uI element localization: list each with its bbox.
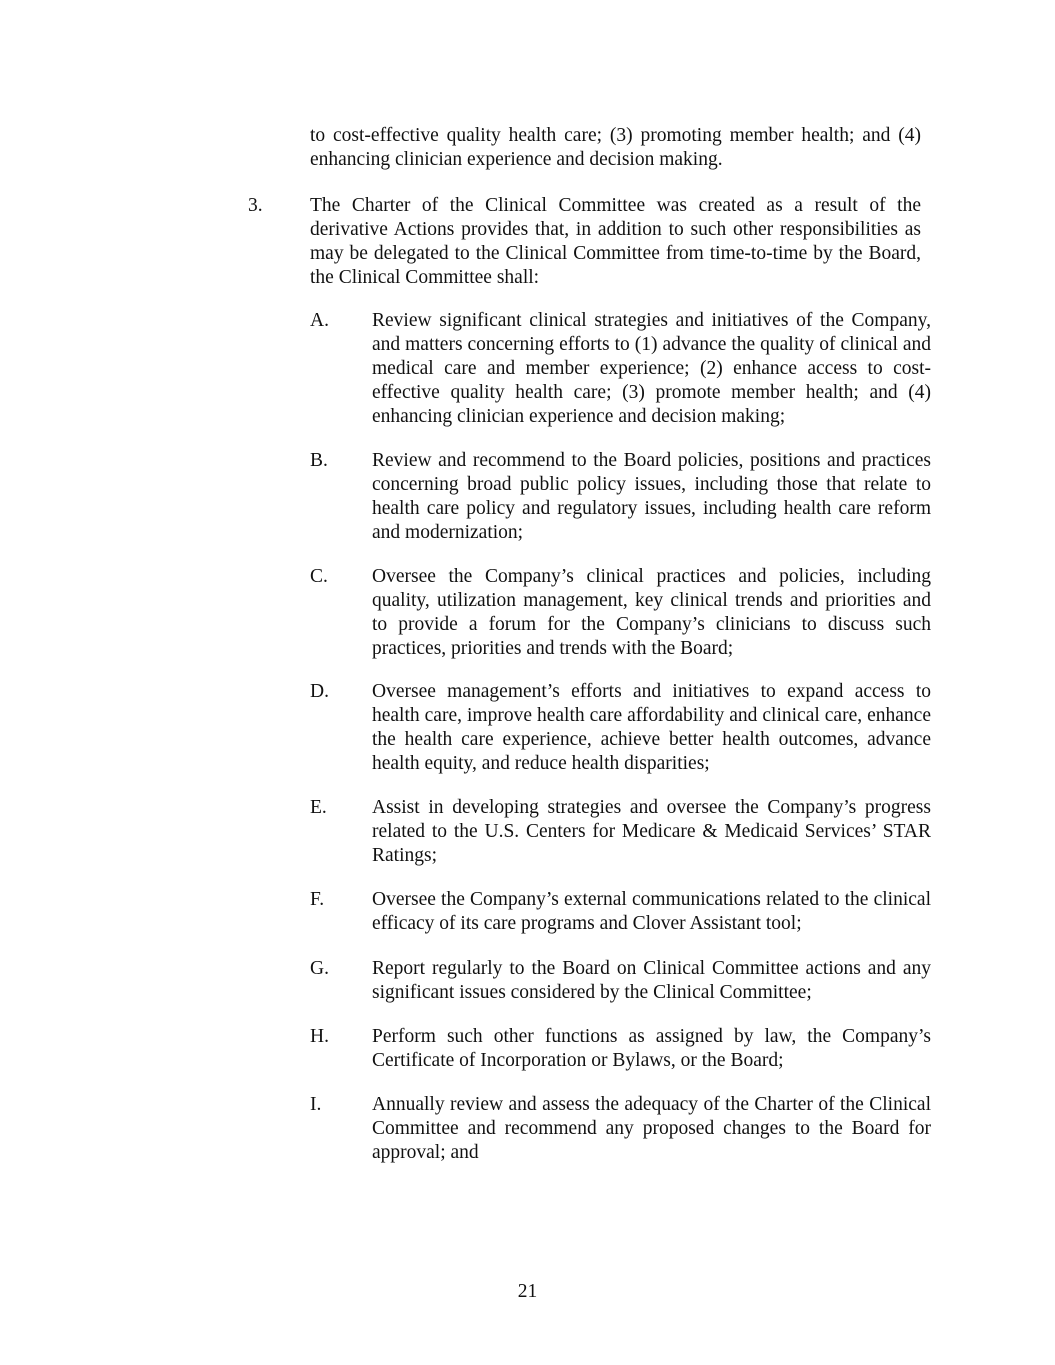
list-item-text: Oversee management’s efforts and initiatives to expand access to health care, improve health care affordability and clinical care, enhance the health care experience, achieve better health outcomes, advance health equity, and reduce health disparities;: [372, 681, 931, 774]
list-item-text: Annually review and assess the adequacy of the Charter of the Clinical Committee and recommend any proposed changes to the Board for approval; and: [372, 1094, 931, 1163]
paragraph-number: 3.: [248, 195, 263, 216]
list-item-letter: B.: [310, 450, 328, 471]
list-item-text: Perform such other functions as assigned by law, the Company’s Certificate of Incorporation or Bylaws, or the Board;: [372, 1026, 931, 1071]
list-item-text: Review and recommend to the Board policies, positions and practices concerning broad public policy issues, including those that relate to health care policy and regulatory issues, including health care reform and modernization;: [372, 450, 931, 543]
list-item-text: Report regularly to the Board on Clinical Committee actions and any significant issues considered by the Clinical Committee;: [372, 958, 931, 1003]
list-item-letter: D.: [310, 681, 329, 702]
list-item-text: Assist in developing strategies and oversee the Company’s progress related to the U.S. Centers for Medicare & Medicaid Services’ STAR Ratings;: [372, 797, 931, 866]
paragraph-text: The Charter of the Clinical Committee was created as a result of the derivative Actions provides that, in addition to such other responsibilities as may be delegated to the Clinical Committee from time-to-time by the Board, the Clinical Committee shall:: [310, 195, 921, 288]
list-item-letter: H.: [310, 1026, 329, 1047]
list-item-letter: E.: [310, 797, 327, 818]
list-item-letter: F.: [310, 889, 325, 910]
list-item-letter: A.: [310, 310, 329, 331]
page-number: 21: [517, 1281, 538, 1302]
list-item-text: Review significant clinical strategies and initiatives of the Company, and matters concerning efforts to (1) advance the quality of clinical and medical care and member experience; (2) enhance access to cost-effective quality health care; (3) promote member health; and (4) enhancing clinician experience and decision making;: [372, 310, 931, 427]
list-item-text: Oversee the Company’s external communications related to the clinical efficacy of its care programs and Clover Assistant tool;: [372, 889, 931, 934]
list-item-letter: G.: [310, 958, 329, 979]
list-item-letter: I.: [310, 1094, 322, 1115]
intro-paragraph: to cost-effective quality health care; (3) promoting member health; and (4) enhancing clinician experience and decision making.: [310, 125, 921, 170]
list-item-text: Oversee the Company’s clinical practices and policies, including quality, utilization management, key clinical trends and priorities and to provide a forum for the Company’s clinicians to discuss such practices, priorities and trends with the Board;: [372, 566, 931, 659]
list-item-letter: C.: [310, 566, 328, 587]
